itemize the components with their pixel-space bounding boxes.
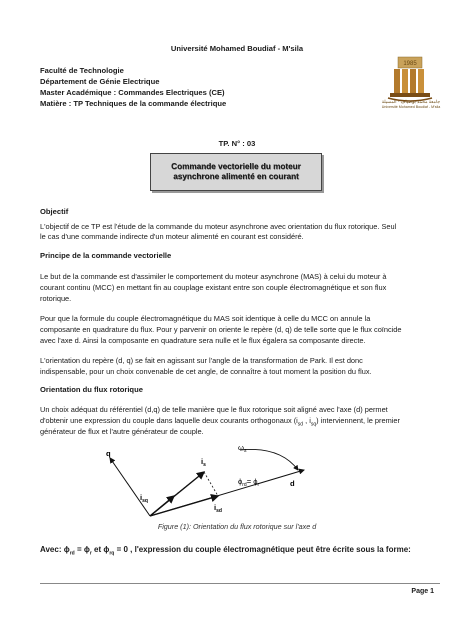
isd-vector (150, 496, 218, 516)
is-label-main: i (201, 457, 204, 466)
flux-orientation-diagram (90, 440, 310, 520)
is-label-sub: s (203, 462, 206, 468)
principe-p3-line2: indispensable, pour un choix convenable de cet angle, de connaître à tout moment la position du flux. (40, 367, 372, 376)
isq-label (140, 493, 148, 504)
logo-year: 1985 (403, 61, 417, 67)
principe-p3-line1: L'orientation du repère (d, q) se fait en agissant sur l'angle de la transformation de Park. Il est donc (40, 356, 363, 365)
avec-eq1: = (74, 545, 84, 554)
phi-r-sub: r (89, 550, 92, 557)
phi-rd-sub: rd (69, 550, 75, 557)
rotation-arc (240, 449, 298, 470)
orientation-line2-mid: , i (303, 416, 311, 425)
section-principe-title: Principe de la commande vectorielle (40, 251, 172, 260)
phi-rq-sub: rq (109, 550, 115, 557)
avec-eq2: = 0 (114, 545, 131, 554)
omega-label-sub: s (243, 448, 247, 454)
master-program: Master Académique : Commandes Electriques (CE) (40, 88, 225, 97)
isq-label-sub: sq (142, 498, 148, 504)
orientation-line2-start: d'obtenir une expression du couple dans laquelle deux courants orthogonaux (i (40, 416, 298, 425)
orientation-line2-end: ) interviennent, le premier (316, 416, 400, 425)
avec-and: et (91, 545, 104, 554)
principe-p2-line1: Pour que la formule du couple électromagnétique du MAS soit identique à celle du MCC on annule la (40, 314, 371, 323)
objectif-text-line1: L'objectif de ce TP est l'étude de la commande du moteur asynchrone avec orientation du flux rotorique. Seul (40, 222, 397, 231)
isd-label (214, 503, 222, 514)
logo-arabic: جامعة محمد بوضياف - المسيلة (381, 99, 441, 104)
avec-rest: , l'expression du couple électromagnétique peut être écrite sous la forme: (130, 545, 411, 554)
omega-label-main: ω (238, 443, 244, 452)
is-label (201, 457, 206, 468)
principe-p1-line2: courant continu (MCC) en mettant fin au couplage existant entre son couple électromagnétique et son flux (40, 283, 387, 292)
is-vector (150, 472, 204, 516)
subject: Matière : TP Techniques de la commande électrique (40, 99, 227, 108)
projection-line (204, 472, 218, 496)
flux-label-main: ϕ (238, 477, 243, 486)
university-logo (380, 52, 442, 114)
orientation-sub-sd: sd (297, 421, 304, 428)
tp-title-box (150, 153, 322, 191)
tp-title-line1: Commande vectorielle du moteur (171, 161, 301, 171)
flux-label-eq: = ϕ (246, 477, 258, 486)
tp-number: TP. N° : 03 (218, 139, 256, 148)
section-orientation-title: Orientation du flux rotorique (40, 385, 143, 394)
q-axis (110, 458, 150, 516)
flux-label-sub: rd (242, 482, 247, 488)
department: Département de Génie Electrique (40, 77, 160, 86)
isd-label-main: i (214, 503, 217, 512)
principe-p1-line1: Le but de la commande est d'assimiler le comportement du moteur asynchrone (MAS) à celui du moteur à (40, 272, 387, 281)
phi-rq: ϕ (103, 545, 110, 554)
phi-rd: ϕ (63, 545, 70, 554)
omega-label (238, 443, 247, 454)
principe-p2-line2: composante en quadrature du flux. Pour y parvenir on oriente le repère (d, q) de telle sorte que le flux coïncide (40, 325, 402, 334)
objectif-text-line2: le cas d'une commande indirecte d'un moteur alimenté en courant est considéré. (40, 232, 304, 241)
faculty: Faculté de Technologie (40, 66, 124, 75)
tp-title-line2: asynchrone alimenté en courant (173, 172, 299, 181)
isq-label-main: i (140, 493, 143, 502)
footer-rule (40, 583, 440, 584)
phi-r: ϕ (83, 545, 90, 554)
orientation-sub-sq: sq (310, 421, 317, 428)
logo-latin: Université Mohamed Boudiaf - M'sila (381, 105, 441, 109)
section-objectif-title: Objectif (40, 207, 69, 216)
principe-p1-line3: rotorique. (40, 294, 72, 303)
avec-formula-line (40, 544, 411, 560)
flux-label-eq-sub: r (257, 482, 260, 488)
page-number: Page 1 (411, 588, 434, 595)
orientation-line3: générateur de flux et l'autre générateur de couple. (40, 427, 204, 436)
q-label: q (106, 449, 111, 458)
d-label: d (290, 479, 295, 488)
avec-prefix: Avec: (40, 545, 64, 554)
university-name: Université Mohamed Boudiaf - M'sila (170, 44, 304, 53)
figure-caption: Figure (1): Orientation du flux rotorique sur l'axe d (157, 522, 317, 531)
isd-label-sub: sd (216, 508, 222, 514)
orientation-line1: Un choix adéquat du référentiel (d,q) de telle manière que le flux rotorique soit aligné avec l'axe (d) permet (40, 405, 388, 414)
principe-p2-line3: avec l'axe d. Ainsi la composante en quadrature sera nulle et le flux égalera sa composante directe. (40, 336, 366, 345)
